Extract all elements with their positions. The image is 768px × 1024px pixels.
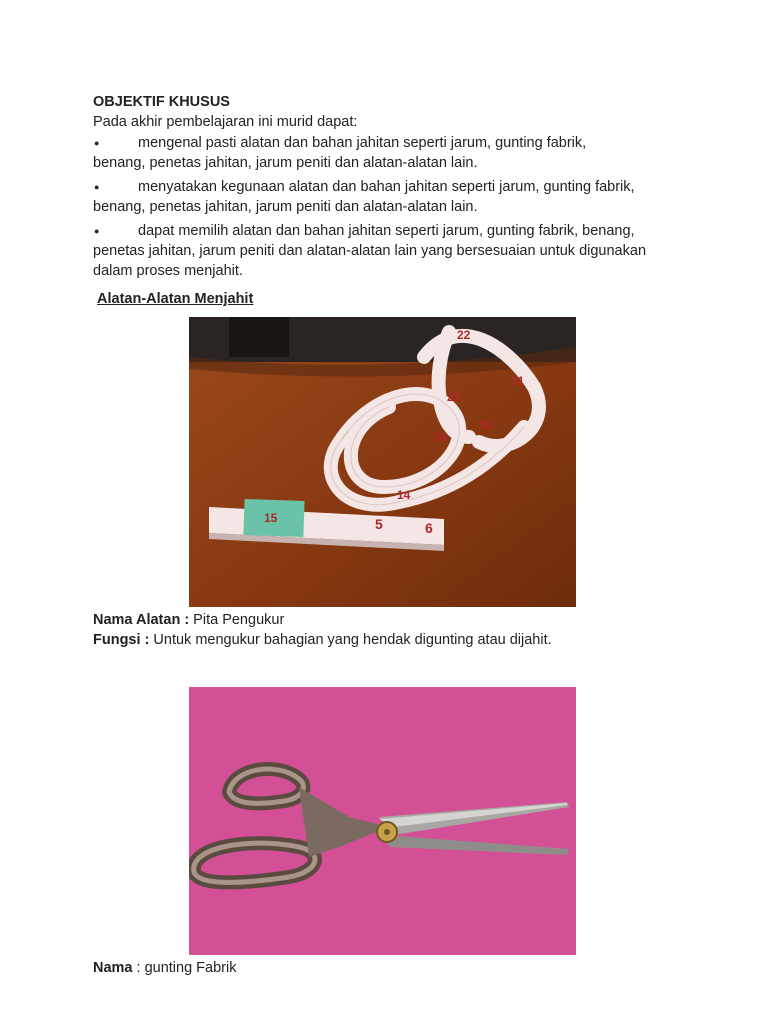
tape-number: 15 xyxy=(264,511,278,525)
bullet-item xyxy=(93,177,683,217)
tape-number: 30 xyxy=(479,418,493,432)
bullet-first-line: menyatakan kegunaan alatan dan bahan jahitan seperti jarum, gunting fabrik, xyxy=(138,179,635,195)
tape-number: 6 xyxy=(425,520,433,536)
bullet-rest: benang, penetas jahitan, jarum peniti dan alatan-alatan lain. xyxy=(93,199,478,215)
bullet-dot-icon: ● xyxy=(94,226,100,236)
measuring-tape-photo xyxy=(189,317,576,607)
scissors-name-label: Nama xyxy=(93,960,133,976)
measuring-tape-illustration xyxy=(189,317,576,607)
tape-number: 24 xyxy=(433,430,447,444)
scissors-name-caption xyxy=(93,958,236,978)
bullet-first-line: mengenal pasti alatan dan bahan jahitan seperti jarum, gunting fabrik, xyxy=(138,135,587,151)
tape-function-label: Fungsi : xyxy=(93,632,150,648)
tape-name-label: Nama Alatan : xyxy=(93,612,190,628)
tape-name-caption xyxy=(93,610,284,630)
tape-number: 22 xyxy=(457,328,471,342)
tape-number: 14 xyxy=(397,488,411,502)
fabric-scissors-photo xyxy=(189,687,576,955)
objective-section xyxy=(93,92,683,309)
tape-number: 23 xyxy=(447,390,461,404)
scissors-illustration xyxy=(189,687,576,955)
tape-function-caption xyxy=(93,630,552,650)
scissors-name-value: : gunting Fabrik xyxy=(132,960,237,976)
tape-number: 5 xyxy=(375,516,383,532)
objective-intro: Pada akhir pembelajaran ini murid dapat: xyxy=(93,114,358,130)
section-title: Alatan-Alatan Menjahit xyxy=(97,291,254,307)
tape-name-value: Pita Pengukur xyxy=(189,612,285,628)
bullet-item xyxy=(93,133,683,173)
bullet-first-line: dapat memilih alatan dan bahan jahitan seperti jarum, gunting fabrik, benang, xyxy=(138,223,635,239)
bullet-dot-icon: ● xyxy=(94,182,100,192)
tape-number: 31 xyxy=(511,374,525,388)
bullet-rest: penetas jahitan, jarum peniti dan alatan-alatan lain yang bersesuaian untuk digunakan dalam proses menjahit. xyxy=(93,243,647,279)
bullet-dot-icon: ● xyxy=(94,138,100,148)
objective-heading: OBJEKTIF KHUSUS xyxy=(93,94,230,110)
tape-function-value: Untuk mengukur bahagian yang hendak digunting atau dijahit. xyxy=(149,632,552,648)
bullet-item xyxy=(93,221,683,281)
bullet-rest: benang, penetas jahitan, jarum peniti dan alatan-alatan lain. xyxy=(93,155,478,171)
